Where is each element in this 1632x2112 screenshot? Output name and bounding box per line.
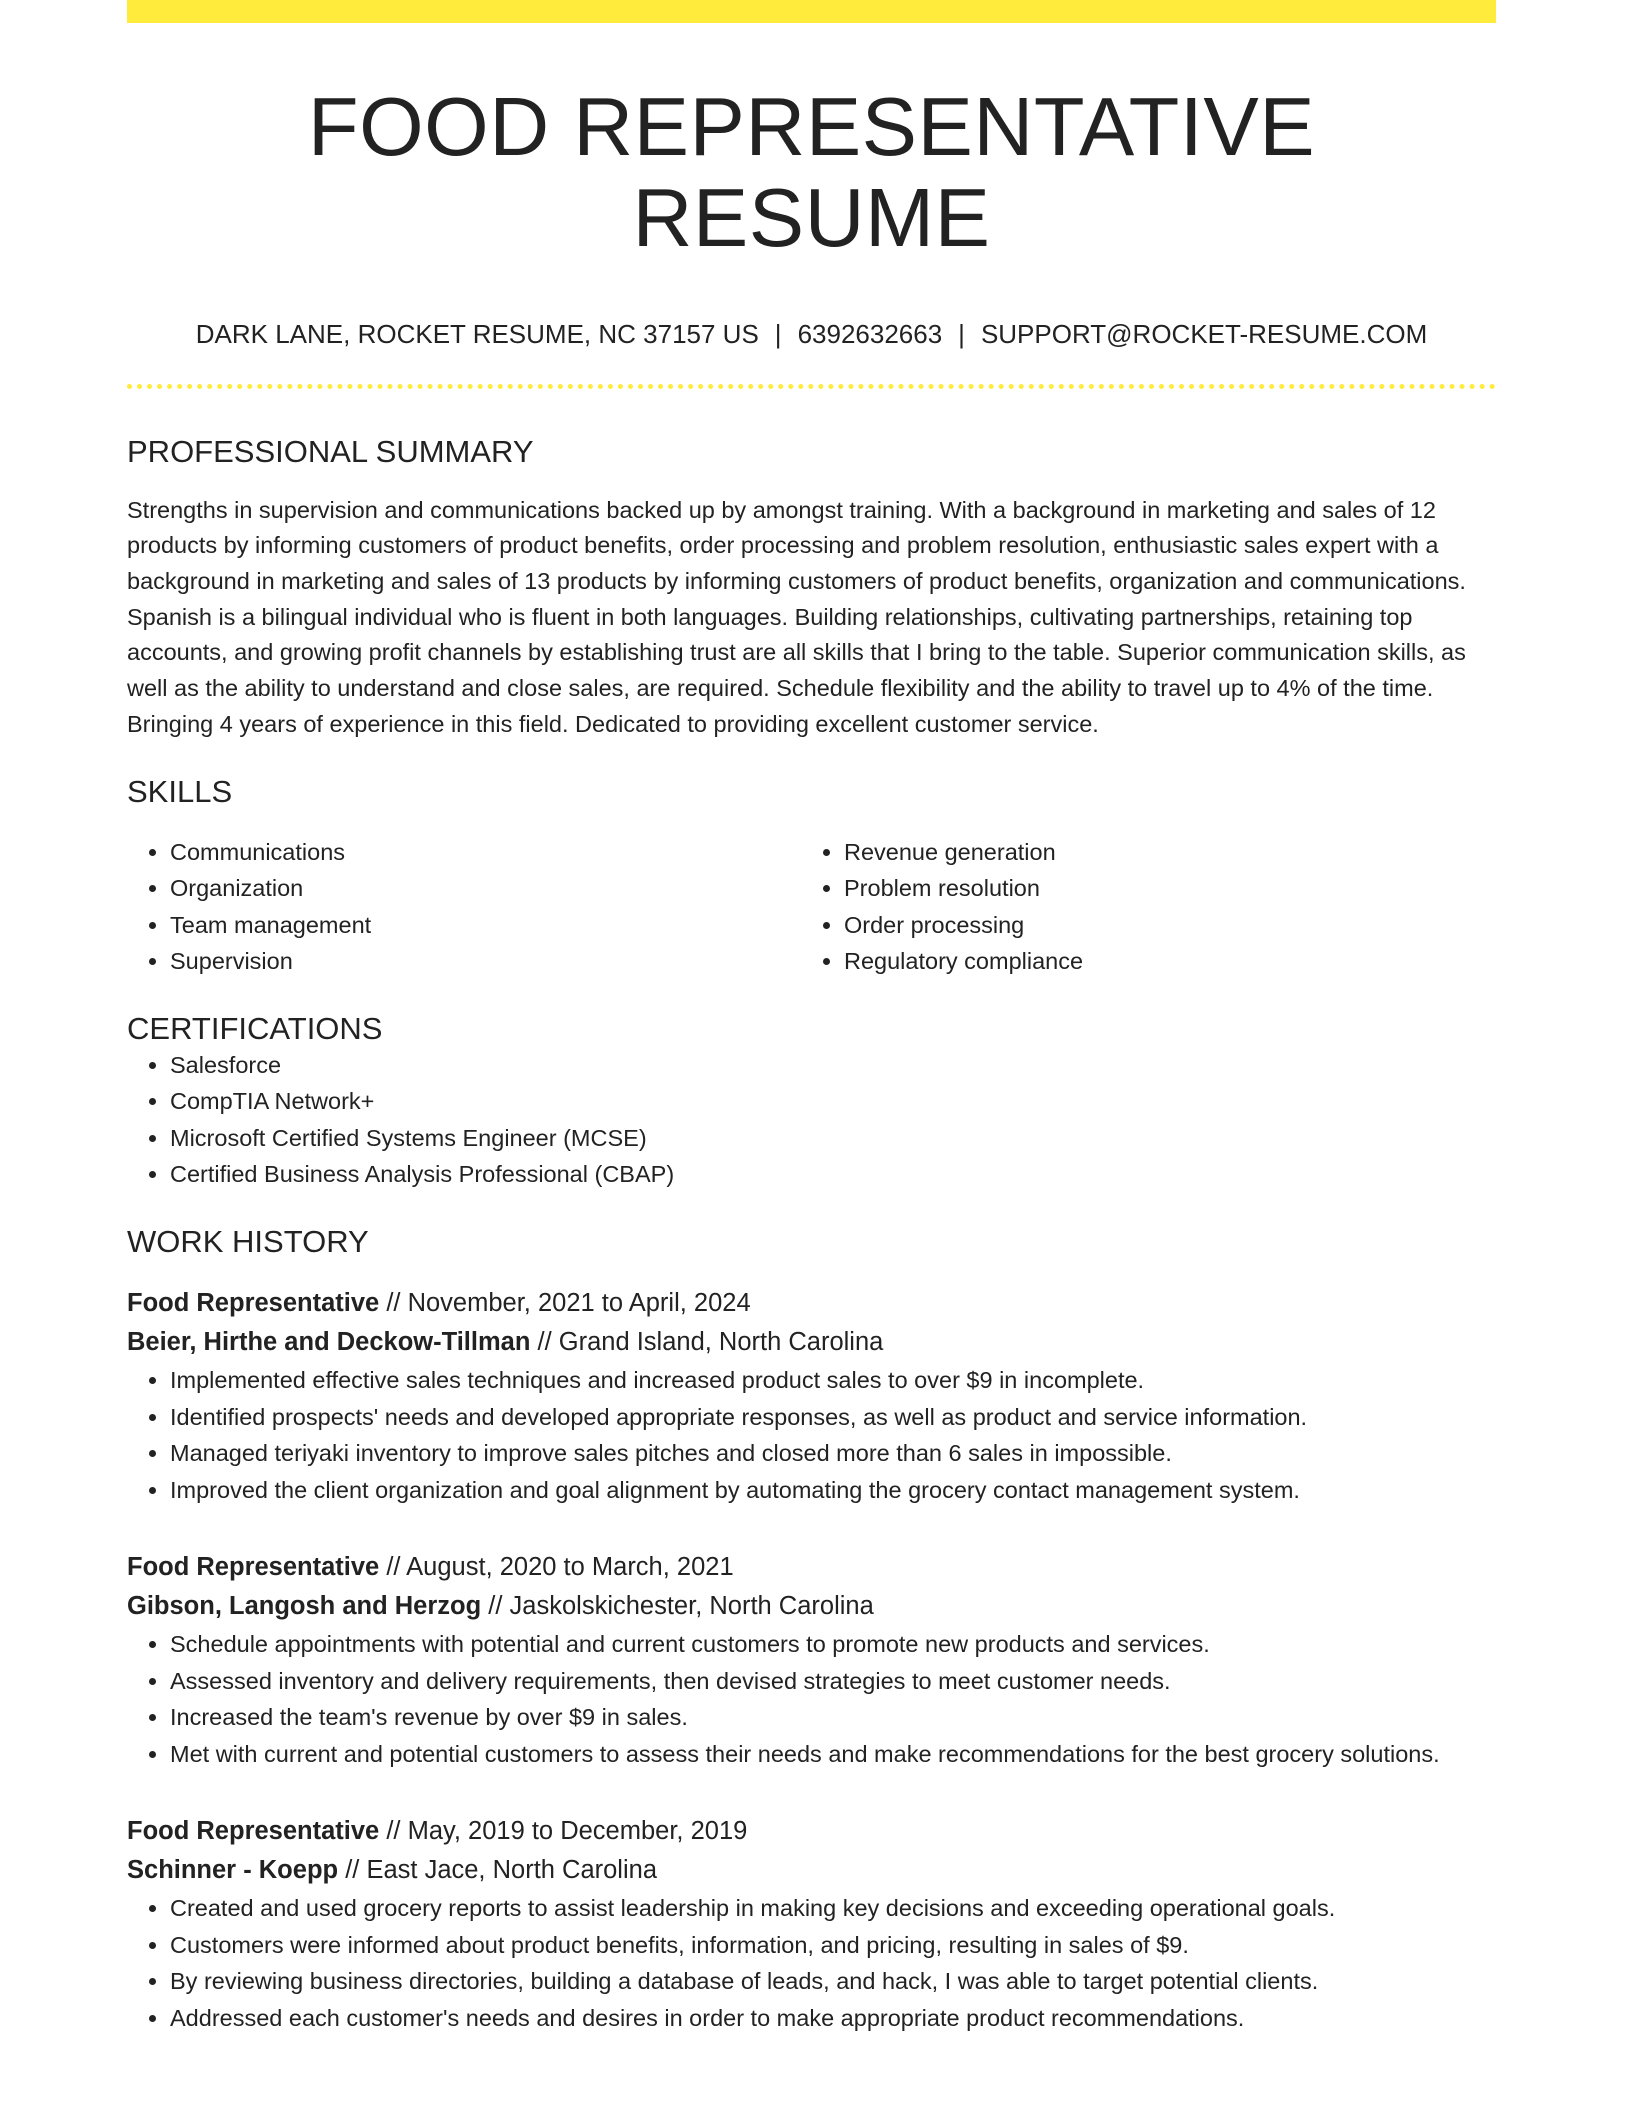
- skill-item: • Revenue generation: [844, 834, 1475, 871]
- job-bullet: • Created and used grocery reports to assist leadership in making key decisions and exceeding operational goals.: [170, 1890, 1496, 1927]
- job-entry: [127, 1548, 1496, 1772]
- skills-list-left: [127, 834, 801, 980]
- job-title: Food Representative: [127, 1553, 380, 1582]
- job-bullet: • Schedule appointments with potential and current customers to promote new products and services.: [170, 1626, 1496, 1663]
- certifications-heading: CERTIFICATIONS: [127, 1010, 383, 1046]
- skills-column-left: [127, 834, 801, 980]
- job-company-line: [127, 1587, 1496, 1626]
- job-bullet: • Customers were informed about product benefits, information, and pricing, resulting in sales of $9.: [170, 1927, 1496, 1964]
- contact-address: DARK LANE, ROCKET RESUME, NC 37157 US: [195, 319, 759, 350]
- job-company-line: [127, 1323, 1496, 1362]
- certification-item: • Certified Business Analysis Professional (CBAP): [170, 1156, 1496, 1193]
- job-location: // Jaskolskichester, North Carolina: [488, 1592, 874, 1621]
- job-title-line: [127, 1284, 1496, 1323]
- job-entry: [127, 1284, 1496, 1508]
- resume-page: [127, 0, 1496, 2036]
- job-dates: // August, 2020 to March, 2021: [386, 1553, 734, 1582]
- certification-item: • Microsoft Certified Systems Engineer (MCSE): [170, 1120, 1496, 1157]
- job-title: Food Representative: [127, 1817, 380, 1846]
- skill-item: • Problem resolution: [844, 870, 1475, 907]
- job-location: // East Jace, North Carolina: [345, 1856, 658, 1885]
- job-bullets: [127, 1626, 1496, 1772]
- skill-item: • Team management: [170, 907, 801, 944]
- job-title-line: [127, 1812, 1496, 1851]
- job-company: Gibson, Langosh and Herzog: [127, 1592, 482, 1621]
- skill-item: • Regulatory compliance: [844, 943, 1475, 980]
- contact-separator: |: [958, 319, 965, 350]
- contact-phone[interactable]: 6392632663: [797, 319, 943, 350]
- job-company: Beier, Hirthe and Deckow-Tillman: [127, 1328, 531, 1357]
- job-company: Schinner - Koepp: [127, 1856, 339, 1885]
- contact-line: [127, 319, 1496, 350]
- dotted-divider: [127, 384, 1496, 389]
- job-entry: [127, 1812, 1496, 2036]
- job-bullet: • Identified prospects' needs and developed appropriate responses, as well as product and service information.: [170, 1399, 1496, 1436]
- resume-title: FOOD REPRESENTATIVE RESUME: [307, 80, 1316, 265]
- job-bullets: [127, 1362, 1496, 1508]
- contact-email[interactable]: SUPPORT@ROCKET-RESUME.COM: [980, 319, 1428, 350]
- work-history-heading: WORK HISTORY: [127, 1223, 369, 1259]
- job-location: // Grand Island, North Carolina: [537, 1328, 884, 1357]
- job-bullet: • Met with current and potential customers to assess their needs and make recommendations for the best grocery solutions.: [170, 1736, 1496, 1773]
- job-company-line: [127, 1851, 1496, 1890]
- skills-column-right: [801, 834, 1475, 980]
- job-dates: // May, 2019 to December, 2019: [386, 1817, 748, 1846]
- accent-top-bar: [127, 0, 1496, 23]
- certification-item: • CompTIA Network+: [170, 1083, 1496, 1120]
- job-bullet: • By reviewing business directories, building a database of leads, and hack, I was able to target potential clients.: [170, 1963, 1496, 2000]
- skill-item: • Supervision: [170, 943, 801, 980]
- certification-item: • Salesforce: [170, 1047, 1496, 1084]
- job-bullet: • Improved the client organization and goal alignment by automating the grocery contact management system.: [170, 1472, 1496, 1509]
- summary-text: Strengths in supervision and communications backed up by amongst training. With a background in marketing and sales of 12 products by informing customers of product benefits, order processing and problem resolution, enthusiastic sales expert with a background in marketing and sales of 13 products by informing customers of product benefits, organization and communications. Spanish is a bilingual individual who is fluent in both languages. Building relationships, cultivating partnerships, retaining top accounts, and growing profit channels by establishing trust are all skills that I bring to the table. Superior communication skills, as well as the ability to understand and close sales, are required. Schedule flexibility and the ability to travel up to 4% of the time. Bringing 4 years of experience in this field. Dedicated to providing excellent customer service.: [127, 496, 1466, 737]
- skill-item: • Order processing: [844, 907, 1475, 944]
- skill-item: • Organization: [170, 870, 801, 907]
- job-bullet: • Managed teriyaki inventory to improve sales pitches and closed more than 6 sales in impossible.: [170, 1435, 1496, 1472]
- skills-list-right: [801, 834, 1475, 980]
- job-title-line: [127, 1548, 1496, 1587]
- skills-heading: SKILLS: [127, 773, 233, 809]
- job-dates: // November, 2021 to April, 2024: [386, 1289, 751, 1318]
- job-bullet: • Increased the team's revenue by over $9 in sales.: [170, 1699, 1496, 1736]
- job-bullet: • Assessed inventory and delivery requirements, then devised strategies to meet customer needs.: [170, 1663, 1496, 1700]
- job-bullet: • Implemented effective sales techniques and increased product sales to over $9 in incomplete.: [170, 1362, 1496, 1399]
- certifications-list: [127, 1047, 1496, 1193]
- job-bullet: • Addressed each customer's needs and desires in order to make appropriate product recommendations.: [170, 2000, 1496, 2037]
- skills-grid: [127, 834, 1496, 980]
- job-bullets: [127, 1890, 1496, 2036]
- skill-item: • Communications: [170, 834, 801, 871]
- summary-heading: PROFESSIONAL SUMMARY: [127, 434, 534, 470]
- job-title: Food Representative: [127, 1289, 380, 1318]
- contact-separator: |: [774, 319, 782, 350]
